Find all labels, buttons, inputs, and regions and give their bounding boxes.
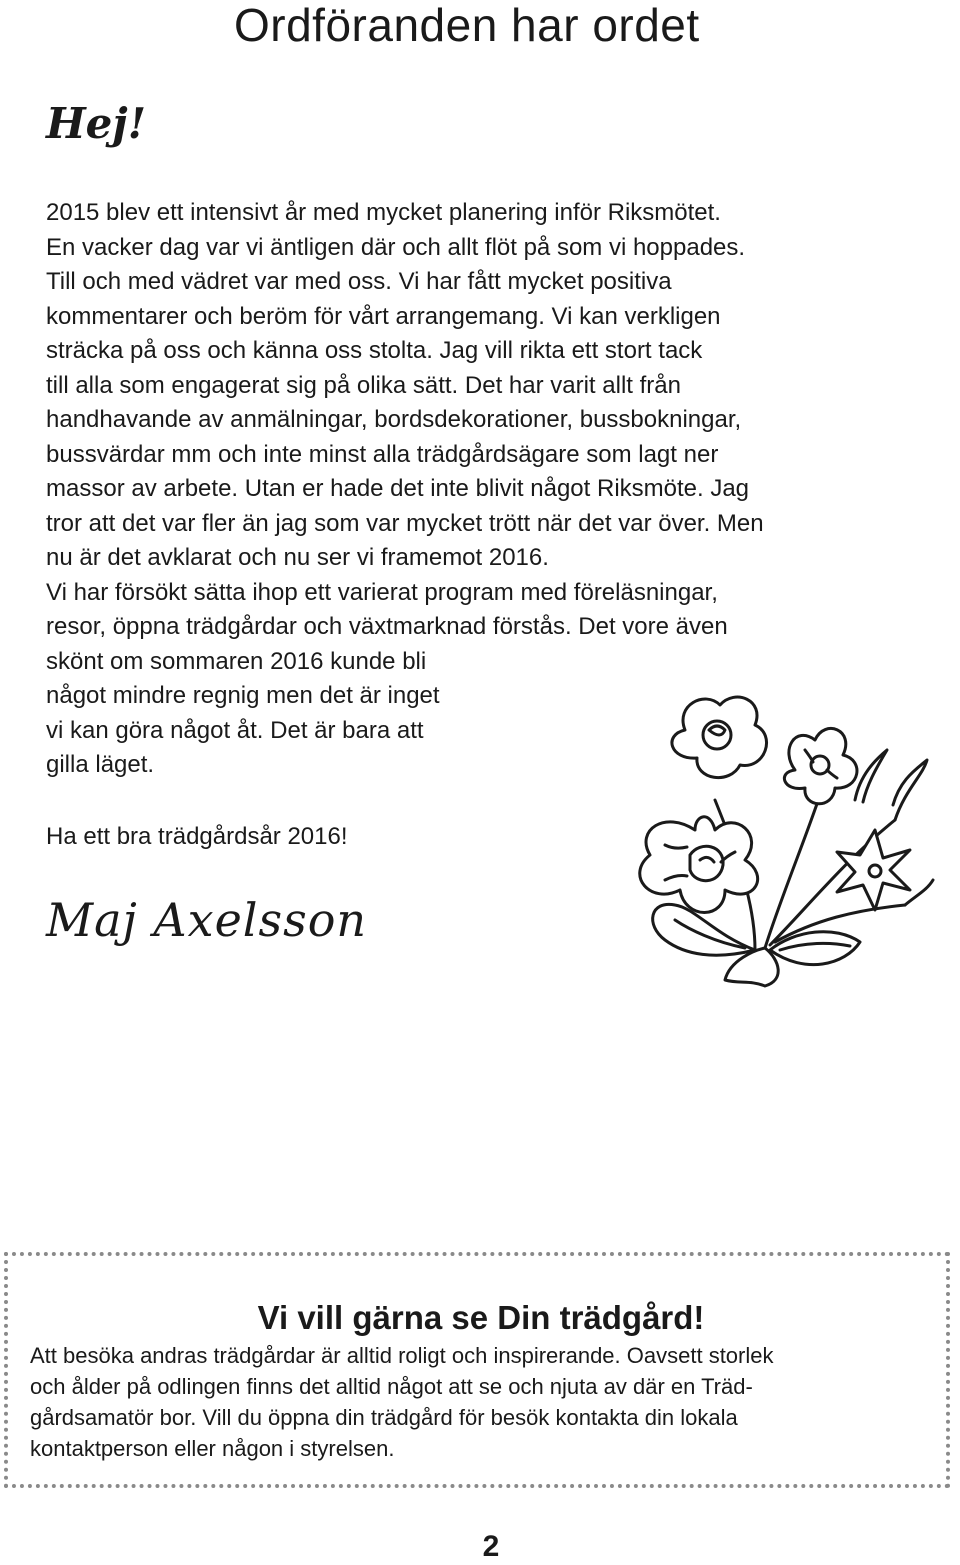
closing-wish: Ha ett bra trädgårdsår 2016! — [46, 823, 348, 850]
greeting-heading: Hej! — [46, 99, 147, 148]
body-line: sträcka på oss och känna oss stolta. Jag vill rikta ett stort tack — [46, 337, 703, 364]
promo-line: Att besöka andras trädgårdar är alltid roligt och inspirerande. Oavsett storlek — [30, 1343, 774, 1368]
body-line: bussvärdar mm och inte minst alla trädgårdsägare som lagt ner — [46, 440, 719, 468]
body-line: till alla som engagerat sig på olika sätt. Det har varit allt från — [46, 371, 681, 399]
signature: Maj Axelsson — [46, 893, 368, 947]
page-number: 2 — [482, 1530, 500, 1563]
promo-line: kontaktperson eller någon i styrelsen. — [30, 1436, 395, 1461]
body-line: kommentarer och beröm för vårt arrangemang. Vi kan verkligen — [46, 302, 721, 330]
promo-line: gårdsamatör bor. Vill du öppna din trädgård för besök kontakta din lokala — [30, 1405, 738, 1430]
body-line: handhavande av anmälningar, bordsdekorationer, bussbokningar, — [46, 406, 742, 433]
flower-illustration-icon — [605, 680, 935, 990]
body-line: skönt om sommaren 2016 kunde bli — [46, 647, 427, 675]
body-line: nu är det avklarat och nu ser vi framemot 2016. — [46, 544, 549, 571]
page-title: Ordföranden har ordet — [234, 0, 700, 51]
body-line: något mindre regnig men det är inget — [46, 682, 440, 709]
body-line: 2015 blev ett intensivt år med mycket planering inför Riksmötet. — [46, 199, 721, 226]
promo-text — [30, 1340, 930, 1464]
body-line: resor, öppna trädgårdar och växtmarknad förstås. Det vore även — [46, 613, 728, 640]
body-line: Till och med vädret var med oss. Vi har fått mycket positiva — [46, 268, 672, 295]
body-line: tror att det var fler än jag som var mycket trött när det var över. Men — [46, 509, 764, 537]
promo-title: Vi vill gärna se Din trädgård! — [257, 1299, 705, 1336]
body-line: Vi har försökt sätta ihop ett varierat program med föreläsningar, — [46, 578, 718, 606]
body-line: gilla läget. — [46, 751, 155, 778]
promo-box — [4, 1252, 950, 1488]
promo-line: och ålder på odlingen finns det alltid något att se och njuta av där en Träd- — [30, 1374, 753, 1399]
body-line: vi kan göra något åt. Det är bara att — [46, 716, 424, 744]
body-line: En vacker dag var vi äntligen där och allt flöt på som vi hoppades. — [46, 233, 746, 261]
body-line: massor av arbete. Utan er hade det inte blivit något Riksmöte. Jag — [46, 475, 750, 502]
